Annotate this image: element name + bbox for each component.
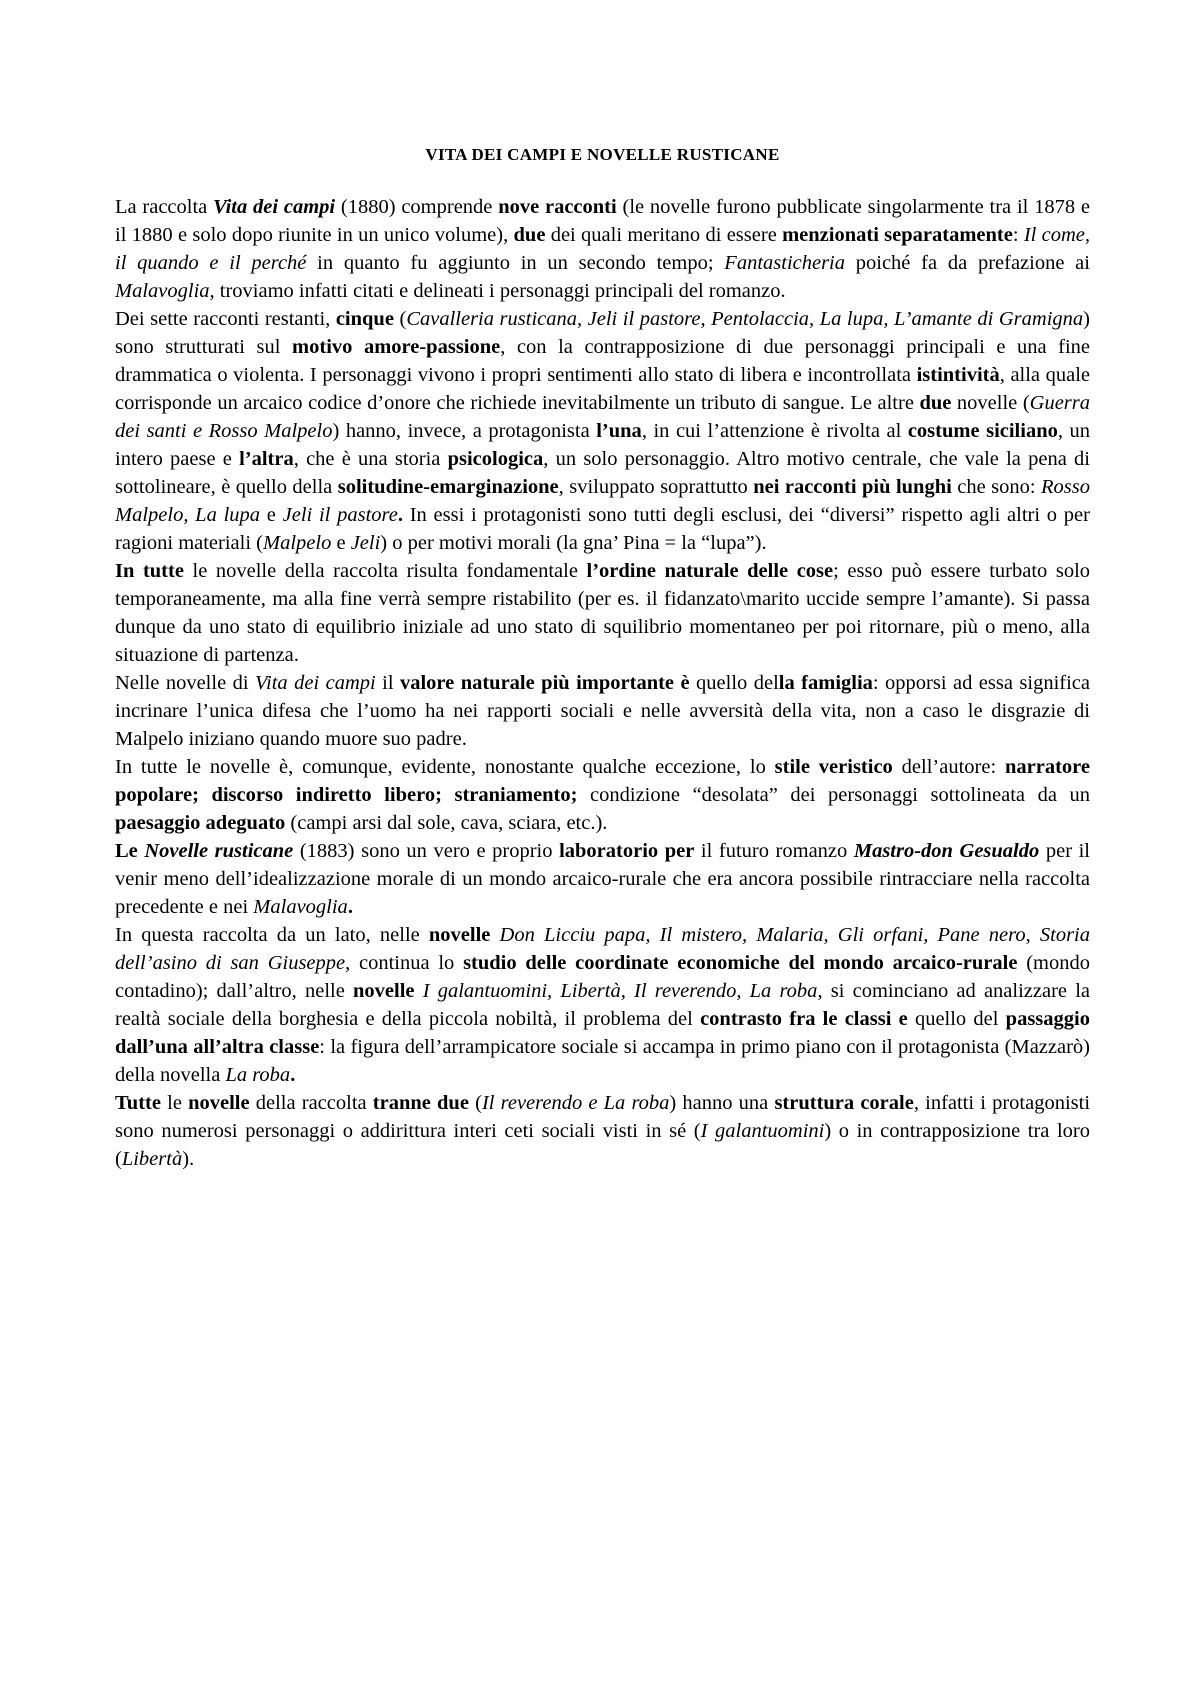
text-segment: Guerra dei santi e Rosso Malpelo bbox=[115, 392, 1091, 442]
text-segment: la famiglia bbox=[778, 672, 873, 694]
text-segment: Dei sette racconti restanti, bbox=[115, 308, 336, 330]
paragraph bbox=[115, 193, 1090, 305]
document-body bbox=[115, 193, 1090, 1173]
text-segment: laboratorio per bbox=[559, 840, 695, 862]
text-segment: novelle bbox=[188, 1092, 250, 1114]
text-segment: : bbox=[1012, 224, 1024, 246]
text-segment: , un solo personaggio. Altro motivo centrale, che vale la pena di sottolineare, è quello della bbox=[115, 448, 1090, 498]
text-segment: Il come, il quando e il perché bbox=[115, 224, 1091, 274]
text-segment: struttura corale bbox=[774, 1092, 914, 1114]
text-segment: ) hanno, invece, a protagonista bbox=[332, 420, 597, 442]
document-content bbox=[115, 143, 1090, 1173]
text-segment: ( bbox=[468, 1092, 482, 1114]
paragraph bbox=[115, 753, 1090, 837]
text-segment: , infatti i protagonisti sono numerosi personaggi o addirittura interi ceti sociali visti in sé ( bbox=[115, 1092, 1091, 1142]
text-segment: , che è una storia bbox=[293, 448, 448, 470]
text-segment: due bbox=[919, 392, 952, 414]
text-segment: Fantasticheria bbox=[724, 252, 846, 274]
text-segment: l’ordine naturale delle cose bbox=[586, 560, 834, 582]
text-segment: (1883) sono un vero e proprio bbox=[293, 840, 560, 862]
text-segment: tranne due bbox=[372, 1092, 469, 1114]
text-segment: ) hanno una bbox=[669, 1092, 775, 1114]
text-segment: e bbox=[260, 504, 283, 526]
text-segment: Jeli bbox=[350, 532, 381, 554]
text-segment: (mondo contadino); dall’altro, nelle bbox=[115, 952, 1090, 1002]
paragraph bbox=[115, 305, 1090, 557]
text-segment: paesaggio adeguato bbox=[115, 812, 286, 834]
text-segment: troviamo infatti citati e delineati i personaggi principali del romanzo. bbox=[214, 280, 786, 302]
text-segment: ). bbox=[182, 1148, 195, 1170]
text-segment: In questa raccolta da un lato, nelle bbox=[115, 924, 429, 946]
text-segment: . bbox=[290, 1064, 296, 1086]
text-segment: I galantuomini bbox=[700, 1120, 825, 1142]
text-segment: istintività bbox=[916, 364, 1000, 386]
text-segment: Vita dei campi bbox=[255, 672, 376, 694]
text-segment: novelle ( bbox=[951, 392, 1030, 414]
text-segment: In tutte bbox=[115, 560, 184, 582]
paragraph bbox=[115, 921, 1090, 1089]
text-segment: , sviluppato soprattutto bbox=[558, 476, 754, 498]
text-segment bbox=[415, 980, 423, 1002]
text-segment: : opporsi ad essa significa incrinare l’unica difesa che l’uomo ha nei rapporti sociali e nelle avversità della vita, non a caso le disgrazie di Malpelo iniziano quando muore suo padre. bbox=[115, 672, 1090, 750]
text-segment: novelle bbox=[353, 980, 415, 1002]
text-segment: I galantuomini, Libertà, Il reverendo, La roba bbox=[422, 980, 818, 1002]
text-segment: studio delle coordinate economiche del mondo arcaico-rurale bbox=[463, 952, 1018, 974]
text-segment: della raccolta bbox=[249, 1092, 373, 1114]
text-segment: nei racconti più lunghi bbox=[753, 476, 952, 498]
text-segment: Malavoglia, bbox=[115, 280, 215, 302]
text-segment: In tutte le novelle è, comunque, evidente, nonostante qualche eccezione, lo bbox=[115, 756, 775, 778]
paragraph bbox=[115, 669, 1090, 753]
text-segment: l’altra bbox=[239, 448, 294, 470]
text-segment: , si cominciano ad analizzare la realtà sociale della borghesia e della piccola nobiltà, il problema del bbox=[115, 980, 1090, 1030]
text-segment: e bbox=[331, 532, 351, 554]
text-segment: narratore popolare; discorso indiretto libero; straniamento; bbox=[115, 756, 1091, 806]
text-segment bbox=[490, 924, 499, 946]
text-segment: solitudine-emarginazione bbox=[337, 476, 559, 498]
text-segment: Rosso Malpelo, La lupa bbox=[115, 476, 1090, 526]
text-segment: Jeli il pastore bbox=[282, 504, 398, 526]
text-segment: , in cui l’attenzione è rivolta al bbox=[641, 420, 908, 442]
text-segment: psicologica bbox=[447, 448, 544, 470]
text-segment: ) sono strutturati sul bbox=[115, 308, 1090, 358]
text-segment: due bbox=[513, 224, 546, 246]
text-segment: dell’autore: bbox=[892, 756, 1005, 778]
text-segment: Malavoglia bbox=[253, 896, 348, 918]
text-segment: La roba bbox=[225, 1064, 291, 1086]
text-segment: Novelle rusticane bbox=[144, 840, 294, 862]
text-segment: . bbox=[397, 504, 410, 526]
text-segment: Nelle novelle di bbox=[115, 672, 256, 694]
text-segment: valore naturale più importante è bbox=[399, 672, 690, 694]
text-segment: condizione “desolata” dei personaggi sottolineata da un bbox=[577, 784, 1090, 806]
text-segment: (1880) comprende bbox=[335, 196, 499, 218]
text-segment: il futuro romanzo bbox=[694, 840, 854, 862]
text-segment: stile veristico bbox=[774, 756, 893, 778]
text-segment: ) o per motivi morali (la gna’ Pina = la “lupa”). bbox=[380, 532, 767, 554]
text-segment: quello del bbox=[689, 672, 779, 694]
text-segment: , alla quale corrisponde un arcaico codice d’onore che richiede inevitabilmente un tributo di sangue. Le altre bbox=[115, 364, 1091, 414]
text-segment: , con la contrapposizione di due personaggi principali e una fine drammatica o violenta. I personaggi vivono i propri sentimenti allo stato di libera e incontrollata bbox=[115, 336, 1091, 386]
text-segment: dei quali meritano di essere bbox=[545, 224, 783, 246]
text-segment: Le bbox=[115, 840, 145, 862]
text-segment: per il venir meno dell’idealizzazione morale di un mondo arcaico-rurale che era ancora possibile rintracciare nella raccolta precedente e nei bbox=[115, 840, 1090, 918]
paragraph bbox=[115, 1089, 1090, 1173]
text-segment: Don Licciu papa, Il mistero, Malaria, Gli orfani, Pane nero, Storia dell’asino di san Giuseppe bbox=[115, 924, 1091, 974]
text-segment: il bbox=[375, 672, 400, 694]
text-segment: (campi arsi dal sole, cava, sciara, etc.). bbox=[285, 812, 608, 834]
text-segment: menzionati separatamente bbox=[782, 224, 1013, 246]
text-segment: quello del bbox=[907, 1008, 1006, 1030]
text-segment: le bbox=[160, 1092, 189, 1114]
text-segment: ) o in contrapposizione tra loro ( bbox=[115, 1120, 1090, 1170]
text-segment: In essi i protagonisti sono tutti degli esclusi, dei “diversi” rispetto agli altri o per ragioni materiali ( bbox=[115, 504, 1090, 554]
paragraph bbox=[115, 837, 1090, 921]
text-segment: Tutte bbox=[115, 1092, 161, 1114]
text-segment: nove racconti bbox=[498, 196, 617, 218]
text-segment: . bbox=[347, 896, 353, 918]
text-segment: ; esso può essere turbato solo temporaneamente, ma alla fine verrà sempre ristabilito (per es. il fidanzato\marito uccide sempre l’amante). Si passa dunque da uno stato di equilibrio iniziale ad uno stato di squilibrio momentaneo per poi ritornare, più o meno, alla situazione di partenza. bbox=[115, 560, 1091, 666]
text-segment: Malpelo bbox=[263, 532, 332, 554]
text-segment: Vita dei campi bbox=[213, 196, 336, 218]
text-segment: (le novelle furono pubblicate singolarmente tra il 1878 e il 1880 e solo dopo riunite in un unico volume), bbox=[115, 196, 1091, 246]
text-segment: ( bbox=[393, 308, 407, 330]
text-segment: passaggio dall’una all’altra classe bbox=[115, 1008, 1090, 1058]
text-segment: , continua lo bbox=[345, 952, 464, 974]
text-segment: : la figura dell’arrampicatore sociale si accampa in primo piano con il protagonista (Mazzarò) della novella bbox=[115, 1036, 1090, 1086]
text-segment: La raccolta bbox=[115, 196, 214, 218]
text-segment: le novelle della raccolta risulta fondamentale bbox=[183, 560, 587, 582]
text-segment: motivo amore-passione bbox=[292, 336, 501, 358]
text-segment: , un intero paese e bbox=[115, 420, 1091, 470]
text-segment: Cavalleria rusticana, Jeli il pastore, Pentolaccia, La lupa, L’amante di Gramigna bbox=[406, 308, 1084, 330]
text-segment: contrasto fra le classi e bbox=[700, 1008, 908, 1030]
text-segment: cinque bbox=[335, 308, 394, 330]
text-segment: che sono: bbox=[951, 476, 1042, 498]
text-segment: in quanto fu aggiunto in un secondo tempo; bbox=[306, 252, 725, 274]
text-segment: Il reverendo e La roba bbox=[481, 1092, 670, 1114]
document-title: VITA DEI CAMPI E NOVELLE RUSTICANE bbox=[425, 145, 780, 164]
paragraph bbox=[115, 557, 1090, 669]
text-segment: novelle bbox=[428, 924, 491, 946]
text-segment: l’una bbox=[596, 420, 642, 442]
text-segment: costume siciliano bbox=[907, 420, 1058, 442]
text-segment: Libertà bbox=[121, 1148, 183, 1170]
text-segment: Mastro-don Gesualdo bbox=[853, 840, 1040, 862]
text-segment: poiché fa da prefazione ai bbox=[845, 252, 1090, 274]
